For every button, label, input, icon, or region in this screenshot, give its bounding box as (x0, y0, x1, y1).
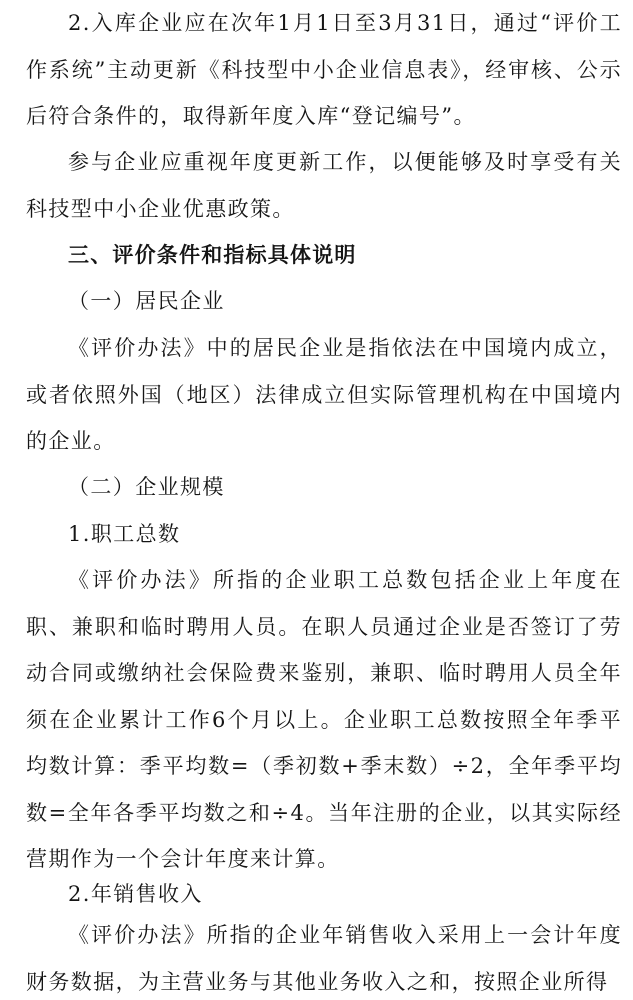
item-heading-annual-sales-revenue: 2.年销售收入 (68, 882, 203, 906)
subsection-heading-resident-enterprise: （一）居民企业 (68, 289, 225, 313)
item-heading-total-employees: 1.职工总数 (68, 522, 181, 546)
paragraph-registration-update: 2.入库企业应在次年1月1日至3月31日，通过“评价工作系统”主动更新《科技型中小企业信息表》，经审核、公示后符合条件的，取得新年度入库“登记编号”。 (26, 11, 622, 128)
paragraph-annual-sales-revenue-explanation: 《评价办法》所指的企业年销售收入采用上一会计年度财务数据，为主营业务与其他业务收入之和，按照企业所得 (26, 923, 622, 994)
paragraph-resident-enterprise-definition: 《评价办法》中的居民企业是指依法在中国境内成立，或者依照外国（地区）法律成立但实际管理机构在中国境内的企业。 (26, 336, 622, 453)
paragraph-annual-update-notice: 参与企业应重视年度更新工作，以便能够及时享受有关科技型中小企业优惠政策。 (26, 150, 622, 221)
subsection-heading-enterprise-scale: （二）企业规模 (68, 475, 225, 499)
section-heading-evaluation-criteria: 三、评价条件和指标具体说明 (68, 243, 357, 267)
paragraph-total-employees-explanation: 《评价办法》所指的企业职工总数包括企业上年度在职、兼职和临时聘用人员。在职人员通过企业是否签订了劳动合同或缴纳社会保险费来鉴别，兼职、临时聘用人员全年须在企业累计工作6个月以上。企业职工总数按照全年季平均数计算：季平均数=（季初数+季末数）÷2，全年季平均数=全年各季平均数之和÷4。当年注册的企业，以其实际经营期作为一个会计年度来计算。 (26, 568, 622, 871)
